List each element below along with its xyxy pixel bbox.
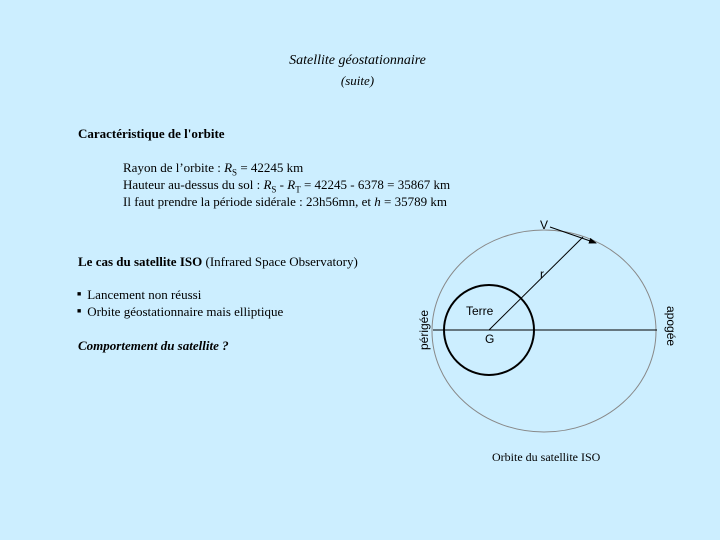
orbit-radius-line: Rayon de l’orbite : $R_S = 42245$ km [123,160,304,178]
orbit-heading: Caractéristique de l'orbite [78,126,225,141]
iso-bullet-2: ■ Orbite géostationnaire mais elliptique [77,304,284,319]
orbit-period-line: Il faut prendre la période sidérale : 23h56mn, et h = 35789 km [123,194,447,209]
center-label: G [485,332,495,346]
apogee-label: apogée [664,306,678,347]
orbit-height-line: Hauteur au-dessus du sol : $R_S - R_T = 42245 - 6378 = 35867$ km [123,177,451,195]
slide-title: Satellite géostationnaire [289,53,426,68]
radius-label: r [540,267,544,281]
iso-bullet-1: ■ Lancement non réussi [77,287,202,302]
orbit-ellipse [432,230,656,432]
slide-subtitle: (suite) [340,73,375,88]
bullet-icon: ■ [77,290,82,298]
bullet-icon: ■ [77,307,82,315]
perigee-label: périgée [417,309,431,350]
velocity-label: V [540,218,549,232]
radius-line [489,237,583,330]
earth-label: Terre [466,304,494,318]
behaviour-question: Comportement du satellite ? [78,338,229,353]
iso-heading: Le cas du satellite ISO (Infrared Space Observatory) [78,254,358,269]
velocity-arrow [550,227,596,243]
diagram-caption: Orbite du satellite ISO [492,450,601,464]
